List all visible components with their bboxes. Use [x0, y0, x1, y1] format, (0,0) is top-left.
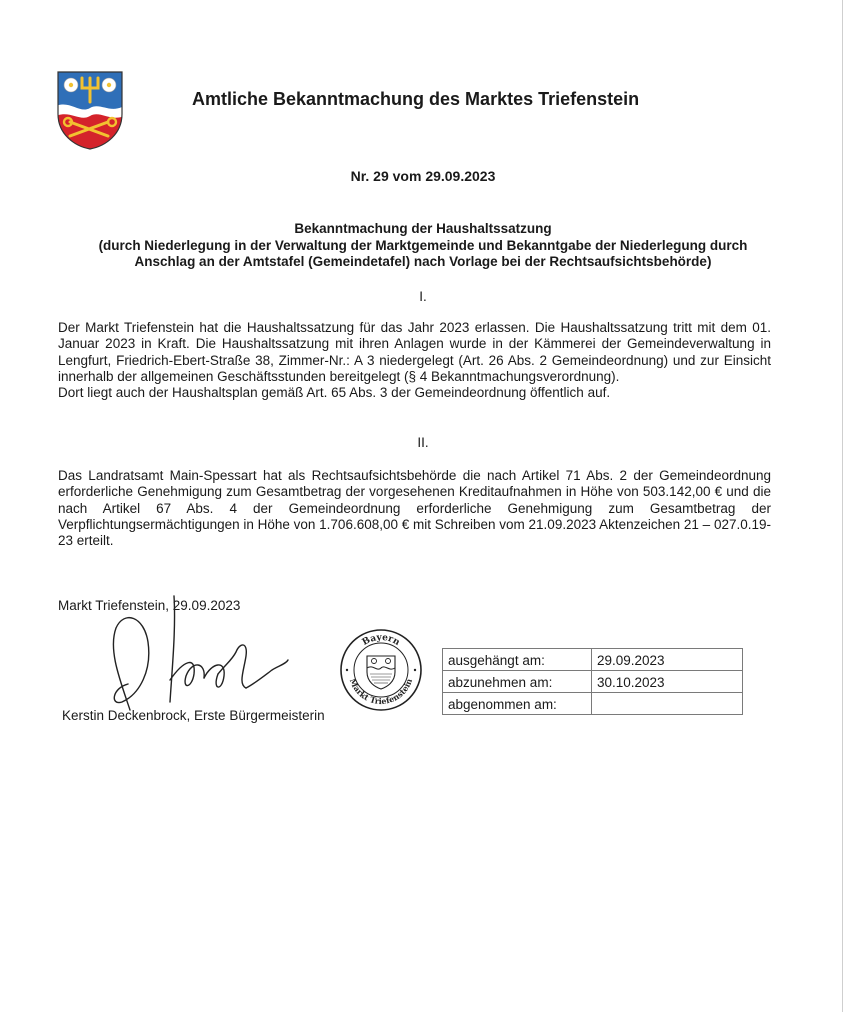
- removed-label: abgenommen am:: [443, 693, 592, 715]
- table-row: [443, 649, 743, 671]
- page-edge: [842, 0, 843, 1012]
- posting-record-table: [442, 648, 743, 715]
- seal-top-text: Bayern: [360, 632, 402, 648]
- seal-bottom-text: Markt Triefenstein: [347, 676, 415, 707]
- subject-line-1: Bekanntmachung der Haushaltssatzung: [294, 221, 552, 236]
- table-row: [443, 693, 743, 715]
- subject-heading: [60, 221, 786, 271]
- section-2-paragraph: Das Landratsamt Main-Spessart hat als Rechtsaufsichtsbehörde die nach Artikel 71 Abs. 2 der Gemeindeordnung erforderliche Genehmigung zum Gesamtbetrag der vorgesehenen Kreditaufnahmen in Höhe von 503.142,00 € und die nach Artikel 67 Abs. 4 der Gemeindeordnung erforderliche Genehmigung zum Gesamtbetrag der Verpflichtungsermächtigungen in Höhe von 1.706.608,00 € mit Schreiben vom 21.09.2023 Aktenzeichen 21 – 027.0.19-23 erteilt.: [58, 468, 771, 549]
- removal-due-value: 30.10.2023: [592, 671, 743, 693]
- official-seal-icon: [339, 628, 423, 712]
- section-numeral-1: I.: [419, 289, 427, 304]
- table-row: [443, 671, 743, 693]
- signature-icon: [100, 590, 290, 720]
- place-date: Markt Triefenstein, 29.09.2023: [58, 598, 241, 613]
- posting-label: ausgehängt am:: [443, 649, 592, 671]
- subject-line-3: Anschlag an der Amtstafel (Gemeindetafel) nach Vorlage bei der Rechtsaufsichtsbehörde): [134, 254, 712, 269]
- section-1-text: [58, 320, 771, 401]
- section-numeral-2: II.: [417, 435, 429, 450]
- svg-text:Bayern: [361, 633, 402, 648]
- section-1-paragraph: Der Markt Triefenstein hat die Haushaltssatzung für das Jahr 2023 erlassen. Die Haushaltssatzung tritt mit dem 01. Januar 2023 in Kraft. Die Haushaltssatzung mit ihren Anlagen wurde in der Kämmerei der Gemeindeverwaltung in Lengfurt, Friedrich-Ebert-Straße 38, Zimmer-Nr.: A 3 niedergelegt (Art. 26 Abs. 2 Gemeindeordnung) und zur Einsicht innerhalb der allgemeinen Geschäftsstunden bereitgelegt (§ 4 Bekanntmachungsverordnung).: [58, 320, 771, 384]
- document-title: Amtliche Bekanntmachung des Marktes Triefenstein: [192, 89, 640, 109]
- section-2-text: [58, 468, 771, 549]
- subject-line-2: (durch Niederlegung in der Verwaltung der Marktgemeinde und Bekanntgabe der Niederlegung durch: [98, 237, 748, 253]
- posting-value: 29.09.2023: [592, 649, 743, 671]
- notice-number: Nr. 29 vom 29.09.2023: [350, 168, 496, 184]
- signer-name: Kerstin Deckenbrock, Erste Bürgermeisterin: [62, 708, 325, 723]
- removal-due-label: abzunehmen am:: [443, 671, 592, 693]
- section-1-paragraph-2: Dort liegt auch der Haushaltsplan gemäß Art. 65 Abs. 3 der Gemeindeordnung öffentlich auf.: [58, 385, 611, 401]
- coat-of-arms-icon: [56, 70, 124, 150]
- removed-value: [592, 693, 743, 715]
